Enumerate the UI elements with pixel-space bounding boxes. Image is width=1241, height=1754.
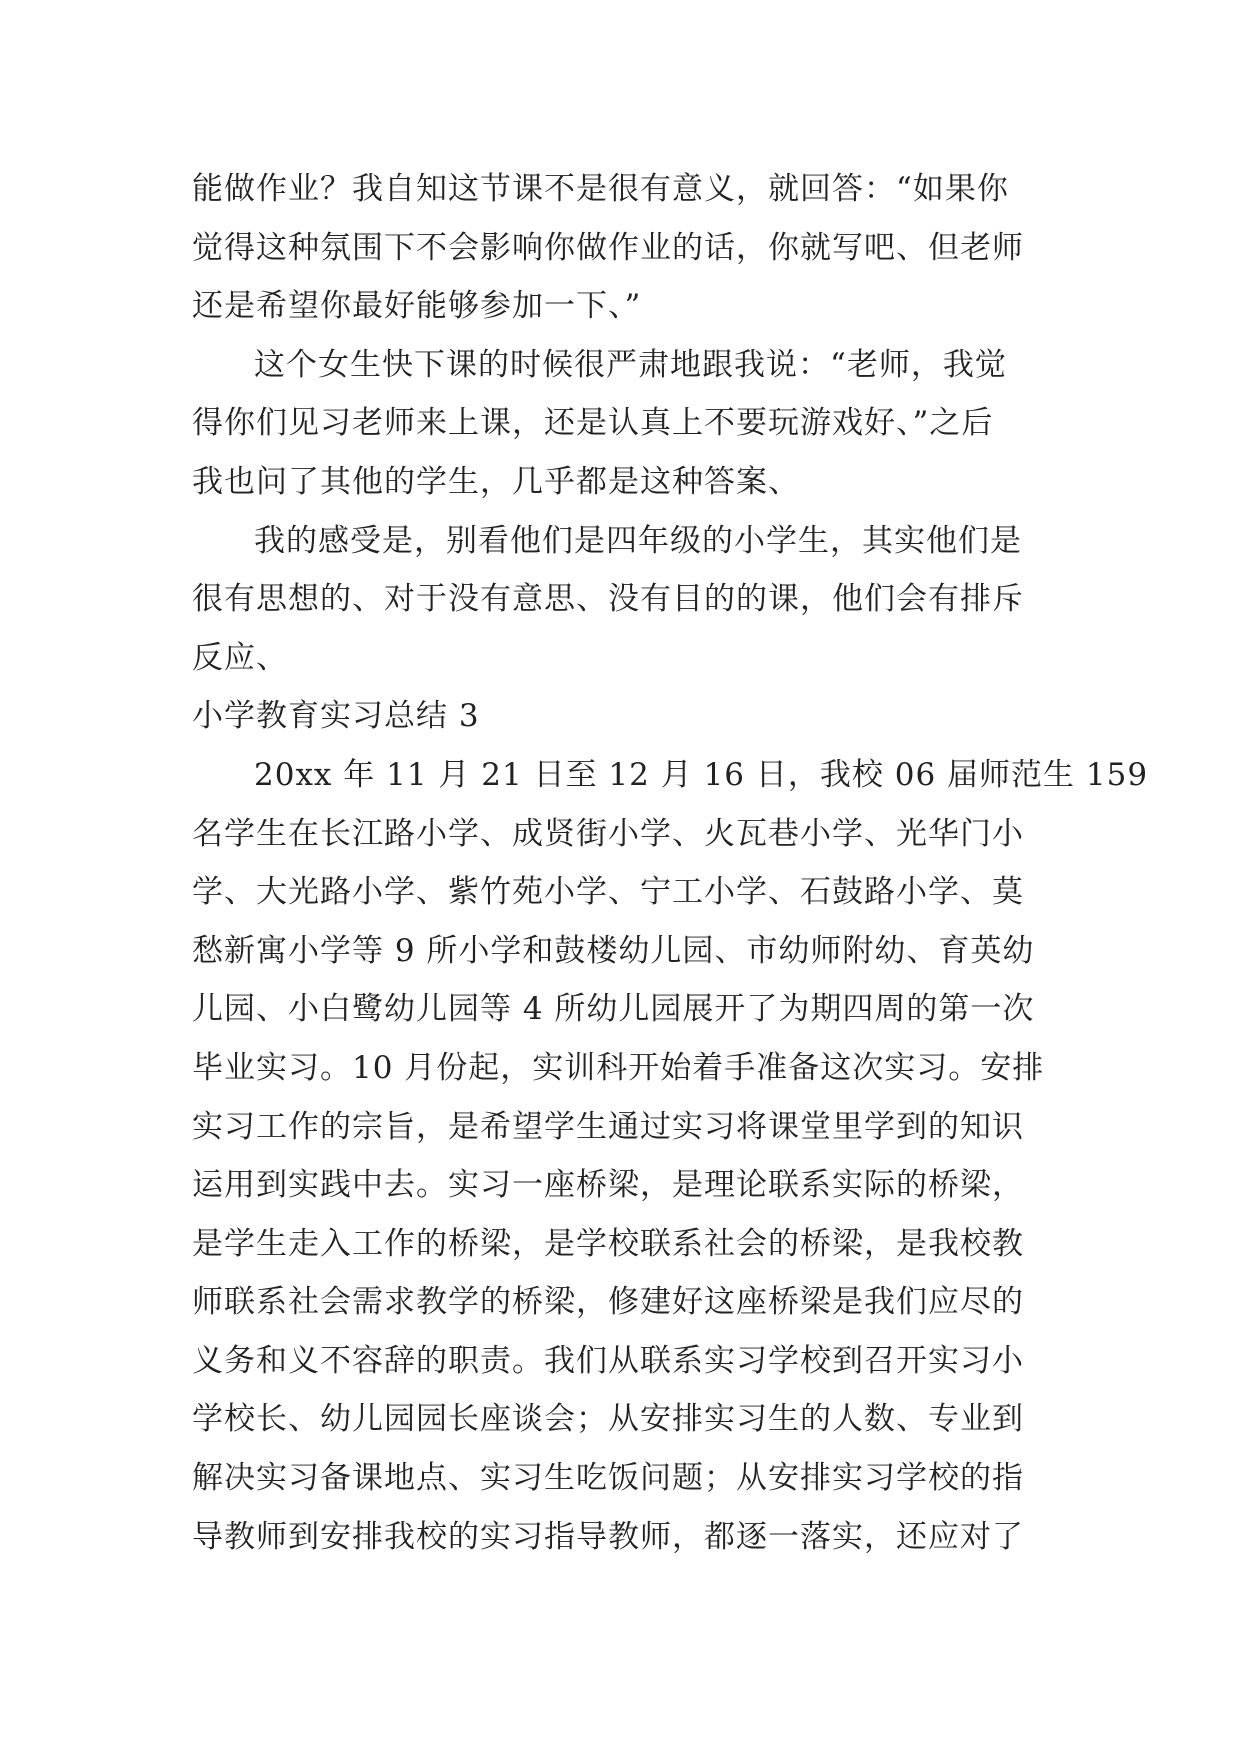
text-line: 解决实习备课地点、实习生吃饭问题；从安排实习学校的指 — [192, 1460, 1024, 1497]
paragraph — [192, 336, 1072, 512]
text-line: 这个女生快下课的时候很严肃地跟我说：“老师，我觉 — [254, 346, 1007, 383]
text-line: 运用到实践中去。实习一座桥梁，是理论联系实际的桥梁， — [192, 1167, 1024, 1204]
section-heading — [192, 687, 1072, 746]
text-line: 还是希望你最好能够参加一下、” — [192, 288, 642, 325]
text-line: 义务和义不容辞的职责。我们从联系实习学校到召开实习小 — [192, 1342, 1024, 1379]
text-line: 毕业实习。10 月份起，实训科开始着手准备这次实习。安排 — [192, 1049, 1045, 1086]
text-line: 学、大光路小学、紫竹苑小学、宁工小学、石鼓路小学、莫 — [192, 874, 1024, 911]
text-line: 能做作业？我自知这节课不是很有意义，就回答：“如果你 — [192, 171, 1009, 207]
text-line: 是学生走入工作的桥梁，是学校联系社会的桥梁，是我校教 — [192, 1225, 1024, 1262]
text-line: 觉得这种氛围下不会影响你做作业的话，你就写吧、但老师 — [192, 229, 1024, 266]
text-line: 名学生在长江路小学、成贤街小学、火瓦巷小学、光华门小 — [192, 815, 1024, 852]
text-line: 得你们见习老师来上课，还是认真上不要玩游戏好、”之后 — [192, 405, 994, 442]
text-line: 20xx 年 11 月 21 日至 12 月 16 日，我校 06 届师范生 159 — [254, 756, 1149, 793]
document-body — [192, 160, 1149, 1566]
paragraph — [192, 512, 1072, 688]
text-line: 很有思想的、对于没有意思、没有目的的课，他们会有排斥 — [192, 581, 1024, 618]
text-line: 我的感受是，别看他们是四年级的小学生，其实他们是 — [254, 522, 1022, 559]
paragraph — [192, 746, 1149, 1566]
paragraph — [192, 160, 1072, 336]
text-line: 反应、 — [192, 639, 288, 676]
text-line: 我也问了其他的学生，几乎都是这种答案、 — [192, 463, 800, 500]
text-line: 师联系社会需求教学的桥梁，修建好这座桥梁是我们应尽的 — [192, 1284, 1024, 1321]
text-line: 实习工作的宗旨，是希望学生通过实习将课堂里学到的知识 — [192, 1108, 1024, 1145]
text-line: 导教师到安排我校的实习指导教师，都逐一落实，还应对了 — [192, 1518, 1024, 1555]
text-line: 愁新寓小学等 9 所小学和鼓楼幼儿园、市幼师附幼、育英幼 — [192, 932, 1035, 969]
text-line: 儿园、小白鹭幼儿园等 4 所幼儿园展开了为期四周的第一次 — [192, 991, 1035, 1028]
heading-text: 小学教育实习总结 3 — [192, 698, 480, 735]
text-line: 学校长、幼儿园园长座谈会；从安排实习生的人数、专业到 — [192, 1401, 1024, 1438]
